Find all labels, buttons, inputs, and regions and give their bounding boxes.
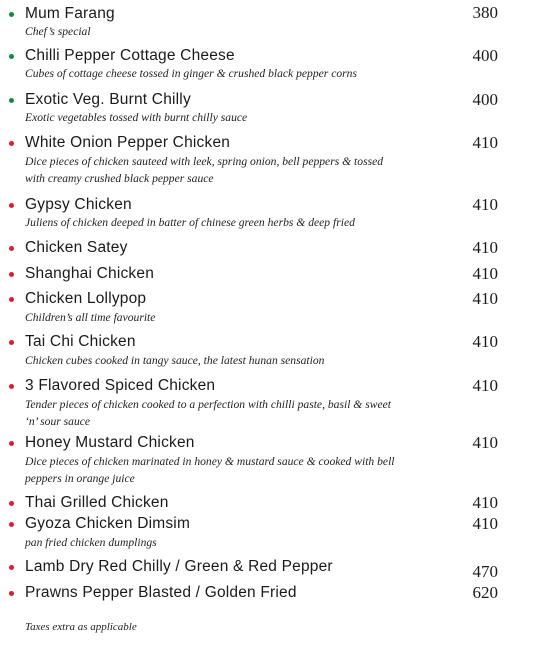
- item-price: 410: [472, 332, 498, 351]
- item-name: White Onion Pepper Chicken: [25, 134, 231, 151]
- item-price: 410: [472, 264, 498, 283]
- item-price: 400: [472, 90, 498, 109]
- item-name: Chicken Satey: [25, 239, 128, 256]
- nonveg-dot-icon: [9, 272, 14, 277]
- item-price: 410: [472, 133, 498, 152]
- nonveg-dot-icon: [9, 522, 14, 527]
- item-price: 410: [472, 493, 498, 512]
- item-description: Cubes of cottage cheese tossed in ginger & crushed black pepper corns: [25, 67, 357, 80]
- nonveg-dot-icon: [9, 384, 14, 389]
- item-price: 400: [472, 46, 498, 65]
- item-name: Chilli Pepper Cottage Cheese: [25, 47, 235, 64]
- item-description: Children’s all time favourite: [25, 311, 156, 324]
- item-description: Exotic vegetables tossed with burnt chilly sauce: [25, 111, 248, 124]
- item-price: 410: [472, 289, 498, 308]
- item-price: 410: [472, 238, 498, 257]
- item-name: Lamb Dry Red Chilly / Green & Red Pepper: [25, 558, 333, 575]
- item-description: Juliens of chicken deeped in batter of chinese green herbs & deep fried: [25, 216, 355, 229]
- item-description: Dice pieces of chicken sauteed with leek, spring onion, bell peppers & tossed with creamy crushed black pepper sauce: [25, 155, 384, 185]
- nonveg-dot-icon: [9, 297, 14, 302]
- item-price: 620: [472, 583, 498, 602]
- item-name: Chicken Lollypop: [25, 290, 147, 307]
- item-price: 410: [472, 195, 498, 214]
- nonveg-dot-icon: [9, 565, 14, 570]
- item-description: Tender pieces of chicken cooked to a perfection with chilli paste, basil & sweet ‘n’ sour sauce: [25, 398, 391, 428]
- nonveg-dot-icon: [9, 246, 14, 251]
- nonveg-dot-icon: [9, 591, 14, 596]
- item-name: Shanghai Chicken: [25, 265, 155, 282]
- item-price: 410: [472, 514, 498, 533]
- item-description: Chicken cubes cooked in tangy sauce, the latest hunan sensation: [25, 354, 325, 367]
- item-price: 470: [472, 562, 498, 581]
- veg-dot-icon: [9, 98, 14, 103]
- nonveg-dot-icon: [9, 141, 14, 146]
- item-name: 3 Flavored Spiced Chicken: [25, 377, 216, 394]
- veg-dot-icon: [9, 12, 14, 17]
- item-description: Chef’s special: [25, 25, 91, 38]
- item-price: 410: [472, 433, 498, 452]
- tax-note: Taxes extra as applicable: [25, 621, 137, 633]
- item-name: Mum Farang: [25, 5, 115, 22]
- veg-dot-icon: [9, 54, 14, 59]
- nonveg-dot-icon: [9, 203, 14, 208]
- item-name: Honey Mustard Chicken: [25, 434, 195, 451]
- nonveg-dot-icon: [9, 501, 14, 506]
- nonveg-dot-icon: [9, 340, 14, 345]
- item-description: pan fried chicken dumplings: [25, 536, 157, 549]
- item-name: Gypsy Chicken: [25, 196, 132, 213]
- item-price: 410: [472, 376, 498, 395]
- item-description: Dice pieces of chicken marinated in honey & mustard sauce & cooked with bell peppers in orange juice: [25, 455, 395, 485]
- item-name: Thai Grilled Chicken: [25, 494, 169, 511]
- item-price: 380: [472, 3, 498, 22]
- item-name: Gyoza Chicken Dimsim: [25, 515, 191, 532]
- nonveg-dot-icon: [9, 441, 14, 446]
- item-name: Exotic Veg. Burnt Chilly: [25, 91, 191, 108]
- item-name: Prawns Pepper Blasted / Golden Fried: [25, 584, 297, 601]
- item-name: Tai Chi Chicken: [25, 333, 136, 350]
